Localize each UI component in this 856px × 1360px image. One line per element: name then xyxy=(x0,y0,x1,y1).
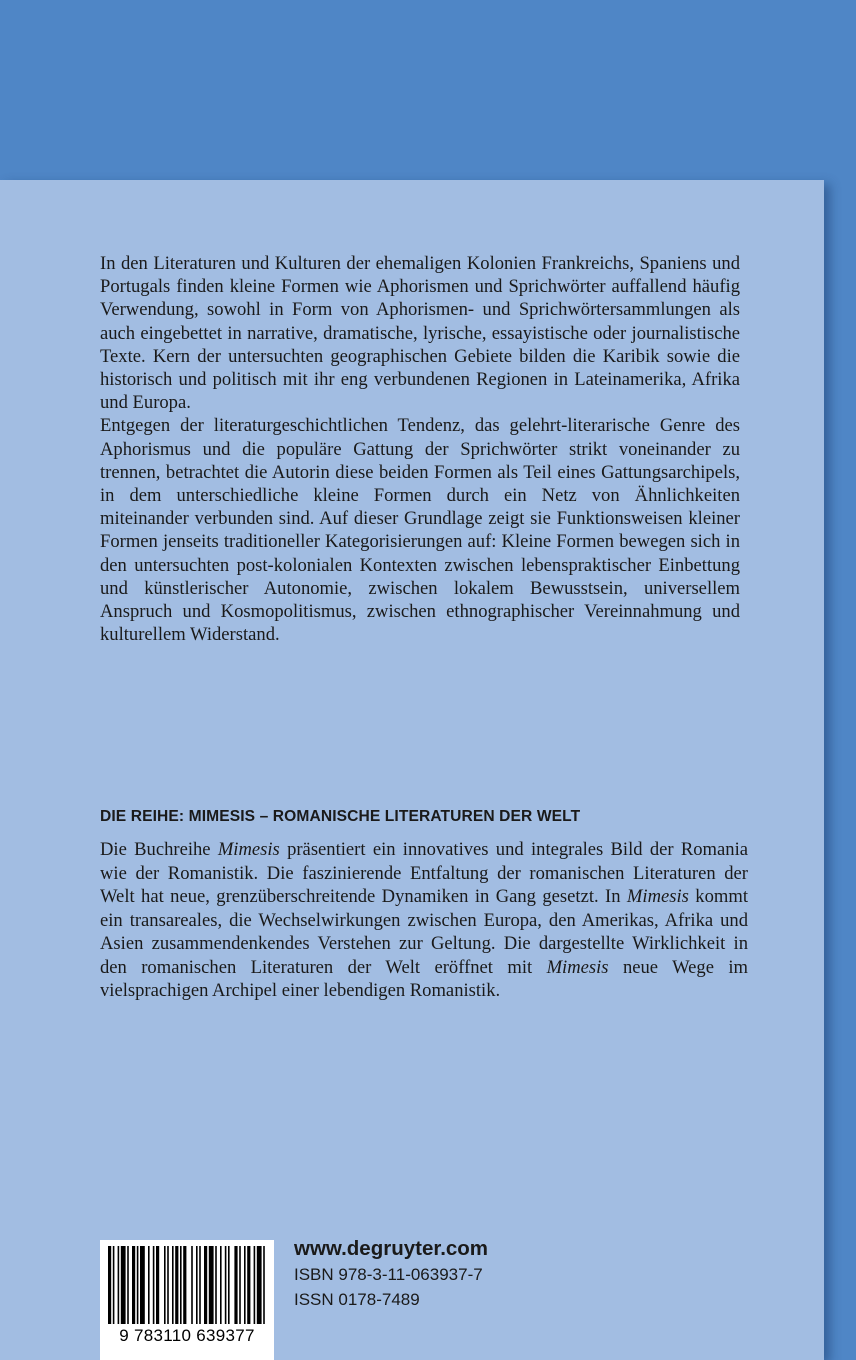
barcode-bar xyxy=(209,1246,214,1324)
barcode-bar xyxy=(257,1246,262,1324)
barcode-bar xyxy=(113,1246,115,1324)
barcode-bar xyxy=(183,1246,186,1324)
barcode-bar xyxy=(225,1246,227,1324)
blurb-paragraph-2: Entgegen der literaturgeschichtlichen Tendenz, das gelehrt-literarische Genre des Aphorismus und die populäre Gattung der Sprichwörter strikt voneinander zu trennen, betrachtet die Autorin diese beiden Formen als Teil eines Gattungsarchipels, in dem unterschiedliche kleine Formen durch ein Netz von Ähnlichkeiten miteinander verbunden sind. Auf dieser Grundlage zeigt sie Funktionsweisen kleiner Formen jenseits traditioneller Kategorisierungen auf: Kleine Formen bewegen sich in den untersuchten post-kolonialen Kontexten zwischen lebenspraktischer Einbettung und künstlerischer Autonomie, zwischen lokalem Bewusstsein, universellem Anspruch und Kosmopolitismus, zwischen ethnographischer Vereinnahmung und kulturellem Widerstand. xyxy=(100,415,740,646)
blurb-paragraph-1: In den Literaturen und Kulturen der ehemaligen Kolonien Frankreichs, Spaniens und Portugals finden kleine Formen wie Aphorismen und Sprichwörter auffallend häufig Verwendung, sowohl in Form von Aphorismen- und Sprichwörtersammlungen als auch eingebettet in narrative, dramatische, lyrische, essayistische oder journalistische Texte. Kern der untersuchten geographischen Gebiete bilden die Karibik sowie die historisch und politisch mit ihr eng verbundenen Regionen in Lateinamerika, Afrika und Europa. xyxy=(100,253,740,414)
series-description xyxy=(100,838,748,1003)
barcode-bar xyxy=(220,1246,222,1324)
series-text-segment: präsentiert ein innovatives und integrales Bild der Romania wie der Romanistik. Die faszinierende Entfaltung der romanischen Literaturen der Welt hat neue, grenzüberschreitende Dynamiken in Gang gesetzt. In xyxy=(100,839,748,907)
barcode-bar xyxy=(156,1246,159,1324)
barcode-bar xyxy=(191,1246,193,1324)
barcode-bar xyxy=(164,1246,166,1324)
barcode-bar xyxy=(121,1246,126,1324)
barcode-bar xyxy=(167,1246,169,1324)
isbn-barcode xyxy=(100,1240,274,1360)
isbn-number: ISBN 978-3-11-063937-7 xyxy=(294,1265,483,1284)
barcode-bar xyxy=(118,1246,120,1324)
book-blurb xyxy=(100,252,740,646)
barcode-bar xyxy=(196,1246,198,1324)
series-title-italic: Mimesis xyxy=(546,956,609,978)
barcode-digits: 9 783110 639377 xyxy=(119,1326,255,1345)
barcode-bar xyxy=(234,1246,237,1324)
barcode-bars xyxy=(106,1246,268,1324)
series-title-italic: Mimesis xyxy=(217,839,280,860)
series-text-segment: kommt ein transareales, die Wechselwirkungen zwischen Europa, den Amerikas, Afrika und Asien zusammendenkendes Verstehen zur Geltung. Die dargestellte Wirklichkeit in den romanischen Literaturen der Welt eröffnet mit xyxy=(100,886,748,978)
barcode-bar xyxy=(140,1246,145,1324)
publisher-info xyxy=(294,1236,488,1312)
barcode-bar xyxy=(148,1246,150,1324)
series-text-segment: neue Wege im vielsprachigen Archipel einer lebendigen Romanistik. xyxy=(100,956,748,1001)
barcode-bar xyxy=(127,1246,129,1324)
barcode-bar xyxy=(137,1246,139,1324)
series-text-segment: Die Buchreihe xyxy=(100,839,218,860)
publisher-website: www.degruyter.com xyxy=(294,1237,489,1260)
barcode-bar xyxy=(132,1246,135,1324)
barcode-bar xyxy=(199,1246,201,1324)
barcode-bar xyxy=(172,1246,174,1324)
issn-number: ISSN 0178-7489 xyxy=(294,1290,420,1309)
barcode-bar xyxy=(244,1246,246,1324)
barcode-bar xyxy=(254,1246,256,1324)
barcode-bar xyxy=(247,1246,250,1324)
barcode-bar xyxy=(108,1246,111,1324)
barcode-bar xyxy=(239,1246,241,1324)
barcode-bar xyxy=(215,1246,217,1324)
series-heading: DIE REIHE: MIMESIS – ROMANISCHE LITERATUREN DER WELT xyxy=(100,808,581,825)
barcode-bar xyxy=(228,1246,230,1324)
barcode-bar xyxy=(263,1246,265,1324)
barcode-bar xyxy=(204,1246,207,1324)
barcode-bar xyxy=(180,1246,182,1324)
barcode-bar xyxy=(153,1246,155,1324)
barcode-bar xyxy=(175,1246,178,1324)
series-title-italic: Mimesis xyxy=(626,886,689,907)
cover-top-band xyxy=(0,0,856,180)
